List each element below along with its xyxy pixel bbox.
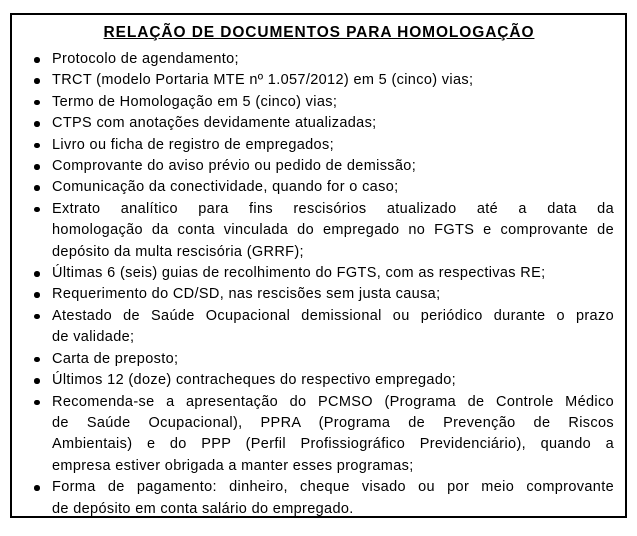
bullet-icon [34, 78, 40, 84]
list-item [24, 135, 614, 156]
item-line: Requerimento do CD/SD, nas rescisões sem justa causa; [52, 286, 441, 303]
list-item-text [52, 477, 614, 518]
item-line: Extrato analítico para fins rescisórios atualizado até a data da [52, 200, 614, 217]
list-item-text [52, 284, 614, 305]
list-item [24, 113, 614, 134]
list-item-text [52, 177, 614, 198]
item-line: TRCT (modelo Portaria MTE nº 1.057/2012) em 5 (cinco) vias; [52, 72, 474, 89]
item-line: de depósito em conta salário do empregado. [52, 500, 354, 517]
item-line: Carta de preposto; [52, 350, 179, 367]
list-item [24, 370, 614, 391]
bullet-icon [34, 271, 40, 277]
bullet-icon [34, 357, 40, 363]
bullet-icon [34, 314, 40, 320]
document-title: RELAÇÃO DE DOCUMENTOS PARA HOMOLOGAÇÃO [103, 24, 535, 41]
bullet-icon [34, 378, 40, 384]
item-line: Livro ou ficha de registro de empregados; [52, 136, 334, 153]
list-item [24, 70, 614, 91]
bullet-icon [34, 57, 40, 63]
list-item-text [52, 199, 614, 263]
item-line: Termo de Homologação em 5 (cinco) vias; [52, 93, 338, 110]
list-item [24, 177, 614, 198]
list-item-text [52, 135, 614, 156]
list-item-text [52, 113, 614, 134]
bullet-icon [34, 292, 40, 298]
list-item-text [52, 156, 614, 177]
item-line: homologação da conta vinculada do empregado no FGTS e comprovante de [52, 222, 614, 239]
item-line: empresa estiver obrigada a manter esses programas; [52, 457, 414, 474]
list-item [24, 199, 614, 263]
list-item-text [52, 70, 614, 91]
item-line: depósito da multa rescisória (GRRF); [52, 243, 304, 260]
bullet-icon [34, 143, 40, 149]
list-item-text [52, 92, 614, 113]
list-item-text [52, 263, 614, 284]
list-item [24, 392, 614, 478]
list-item-text [52, 306, 614, 349]
item-line: Últimos 12 (doze) contracheques do respectivo empregado; [52, 372, 457, 389]
list-item [24, 263, 614, 284]
document-list [24, 49, 614, 518]
list-item [24, 349, 614, 370]
item-line: Comprovante do aviso prévio ou pedido de demissão; [52, 158, 417, 175]
bullet-icon [34, 185, 40, 191]
item-line: de Saúde Ocupacional), PPRA (Programa de Prevenção de Riscos [52, 414, 614, 431]
item-line: de validade; [52, 329, 135, 346]
list-item [24, 284, 614, 305]
bullet-icon [34, 164, 40, 170]
item-line: Últimas 6 (seis) guias de recolhimento do FGTS, com as respectivas RE; [52, 265, 546, 282]
list-item [24, 156, 614, 177]
item-line: Comunicação da conectividade, quando for o caso; [52, 179, 399, 196]
bullet-icon [34, 400, 40, 406]
item-line: CTPS com anotações devidamente atualizadas; [52, 115, 377, 132]
list-item [24, 477, 614, 518]
list-item [24, 92, 614, 113]
bullet-icon [34, 207, 40, 213]
item-line: Protocolo de agendamento; [52, 51, 239, 67]
bullet-icon [34, 100, 40, 106]
list-item [24, 306, 614, 349]
list-item-text [52, 370, 614, 391]
item-line: Atestado de Saúde Ocupacional demissional ou periódico durante o prazo [52, 307, 614, 324]
bullet-icon [34, 121, 40, 127]
item-line: Recomenda-se a apresentação do PCMSO (Programa de Controle Médico [52, 393, 614, 410]
item-line: Ambientais) e do PPP (Perfil Profissiográfico Previdenciário), quando a [52, 436, 614, 453]
list-item-text [52, 392, 614, 478]
item-line: Forma de pagamento: dinheiro, cheque visado ou por meio comprovante [52, 479, 614, 496]
list-item-text [52, 49, 614, 70]
list-item [24, 49, 614, 70]
document-box [10, 13, 627, 518]
list-item-text [52, 349, 614, 370]
bullet-icon [34, 485, 40, 491]
